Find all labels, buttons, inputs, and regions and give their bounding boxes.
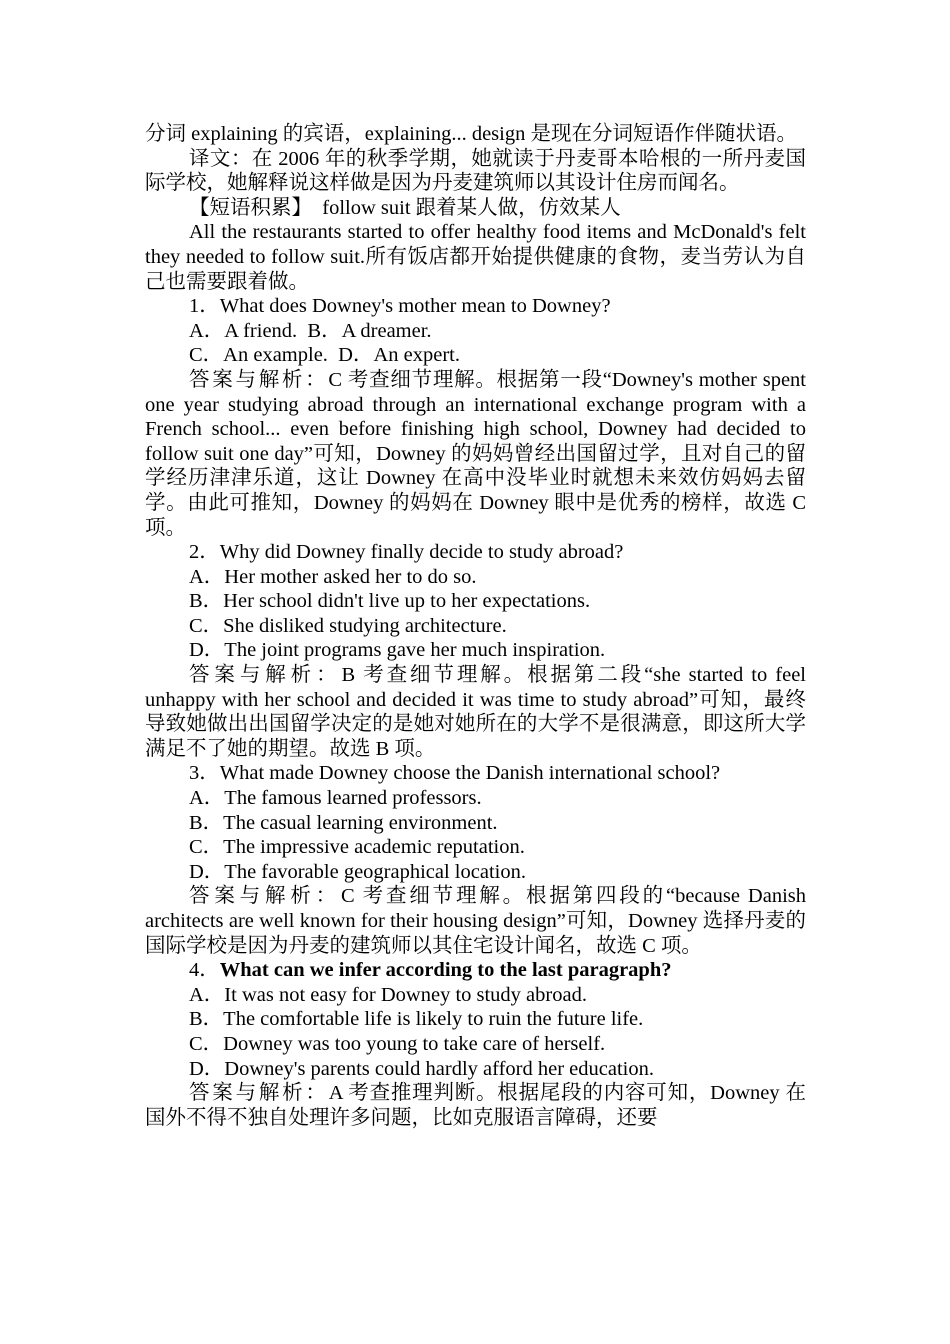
question-4-stem [145, 958, 806, 983]
question-2-answer [145, 663, 806, 761]
document-page [145, 122, 806, 1130]
question-text: What can we infer according to the last paragraph? [219, 959, 672, 982]
phrase-text: follow suit 跟着某人做，仿效某人 [312, 196, 621, 219]
question-1-options-cd: C．An example. D．An expert. [189, 344, 460, 367]
question-2-option-b: B．Her school didn't live up to her expectations. [189, 590, 591, 613]
phrase-label: 【短语积累】 [189, 196, 312, 219]
paragraph-phrase [145, 196, 806, 221]
question-4-option-c: C．Downey was too young to take care of herself. [189, 1032, 606, 1055]
question-3-stem: 3．What made Downey choose the Danish international school? [189, 762, 721, 785]
paragraph-grammar-note: 分词 explaining 的宾语，explaining... design 是现在分词短语作伴随状语。 [145, 123, 797, 145]
question-2-stem: 2．Why did Downey finally decide to study abroad? [189, 541, 624, 564]
answer-text: C 考查细节理解。根据第四段的“because Danish architects are well known for their housing design”可知，Downey 选择丹麦的国际学校是因为丹麦的建筑师以其住宅设计闻名，故选 C 项。 [145, 885, 806, 957]
question-4-option-b: B．The comfortable life is likely to ruin the future life. [189, 1008, 644, 1031]
question-2-option-c: C．She disliked studying architecture. [189, 614, 507, 637]
answer-label: 答案与解析： [189, 664, 342, 687]
question-3-option-c: C．The impressive academic reputation. [189, 836, 525, 859]
paragraph-translation: 译文：在 2006 年的秋季学期，她就读于丹麦哥本哈根的一所丹麦国际学校，她解释说这样做是因为丹麦建筑师以其设计住房而闻名。 [145, 147, 806, 195]
answer-text: B 考查细节理解。根据第二段“she started to feel unhappy with her school and decided it was time to study abroad”可知，最终导致她做出出国留学决定的是她对她所在的大学不是很满意，即这所大学满足不了她的期望。故选 B 项。 [145, 664, 806, 760]
answer-text: A 考查推理判断。根据尾段的内容可知，Downey 在国外不得不独自处理许多问题，比如克服语言障碍，还要 [145, 1082, 807, 1129]
question-4-option-d: D．Downey's parents could hardly afford her education. [189, 1057, 654, 1080]
question-4-option-a: A．It was not easy for Downey to study abroad. [189, 983, 587, 1006]
answer-label: 答案与解析： [189, 885, 342, 908]
answer-label: 答案与解析： [189, 368, 329, 391]
question-3-option-b: B．The casual learning environment. [189, 811, 498, 834]
question-3-answer [145, 884, 806, 958]
question-1-answer [145, 368, 806, 540]
answer-text: C 考查细节理解。根据第一段“Downey's mother spent one year studying abroad through an international exchange program with a French school... even before finishing high school, Downey had decided to follow suit one day”可知，Downey 的妈妈曾经出国留过学，且对自己的留学经历津津乐道，这让 Downey 在高中没毕业时就想未来效仿妈妈去留学。由此可推知，Downey 的妈妈在 Downey 眼中是优秀的榜样，故选 C 项。 [145, 368, 807, 539]
question-2-option-d: D．The joint programs gave her much inspiration. [189, 639, 606, 662]
question-1-stem: 1．What does Downey's mother mean to Downey? [189, 295, 611, 318]
answer-label: 答案与解析： [189, 1082, 329, 1105]
paragraph-example: All the restaurants started to offer healthy food items and McDonald's felt they needed to follow suit.所有饭店都开始提供健康的食物，麦当劳认为自己也需要跟着做。 [145, 221, 806, 293]
question-4-answer [145, 1081, 806, 1130]
question-2-option-a: A．Her mother asked her to do so. [189, 565, 477, 588]
question-1-options-ab: A．A friend. B．A dreamer. [189, 319, 432, 342]
question-3-option-a: A．The famous learned professors. [189, 787, 482, 810]
question-3-option-d: D．The favorable geographical location. [189, 860, 526, 883]
question-number: 4． [189, 959, 220, 982]
